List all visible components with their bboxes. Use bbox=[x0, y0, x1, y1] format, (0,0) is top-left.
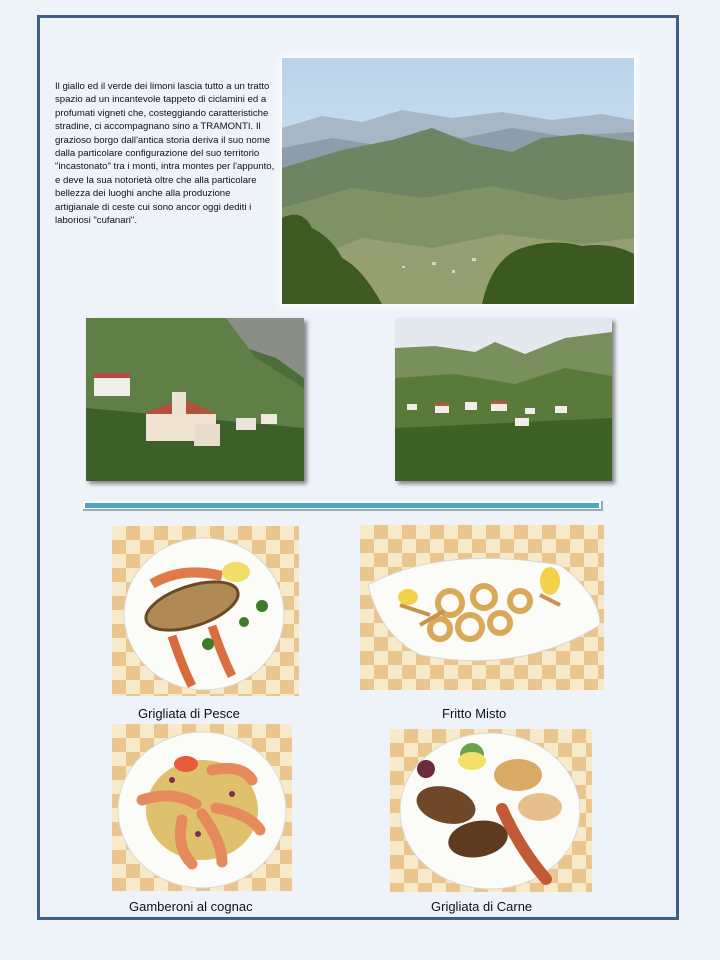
dish-caption-grigliata-pesce: Grigliata di Pesce bbox=[138, 706, 240, 721]
dish-caption-grigliata-carne: Grigliata di Carne bbox=[431, 899, 533, 914]
fritto-misto-photo bbox=[360, 525, 604, 690]
gamberoni-cognac-photo bbox=[112, 724, 292, 891]
mountain-panorama-photo bbox=[282, 58, 634, 304]
village-church-photo bbox=[86, 318, 304, 481]
dish-caption-gamberoni-cognac: Gamberoni al cognac bbox=[129, 899, 253, 914]
grigliata-pesce-photo bbox=[112, 526, 299, 696]
dish-caption-fritto-misto: Fritto Misto bbox=[442, 706, 507, 721]
grigliata-carne-photo bbox=[390, 729, 592, 892]
section-divider bbox=[83, 501, 603, 511]
valley-village-photo bbox=[395, 318, 612, 481]
intro-paragraph: Il giallo ed il verde dei limoni lascia tutto a un tratto spazio ad un incantevole tappeto di ciclamini ed a profumati vigneti che, costeggiando caratteristiche stradine, ci accompagnano sino a TRAMONTI. Il grazioso borgo dall'antica storia deriva il suo nome dalla particolare configurazione del suo territorio "incastonato" tra i monti, intra montes per l'appunto, e deve la sua notorietà oltre che alla particolare bellezza dei luoghi anche alla produzione artigianale di ceste cui sono ancor oggi dediti i laboriosi "cufanari". bbox=[55, 81, 275, 227]
